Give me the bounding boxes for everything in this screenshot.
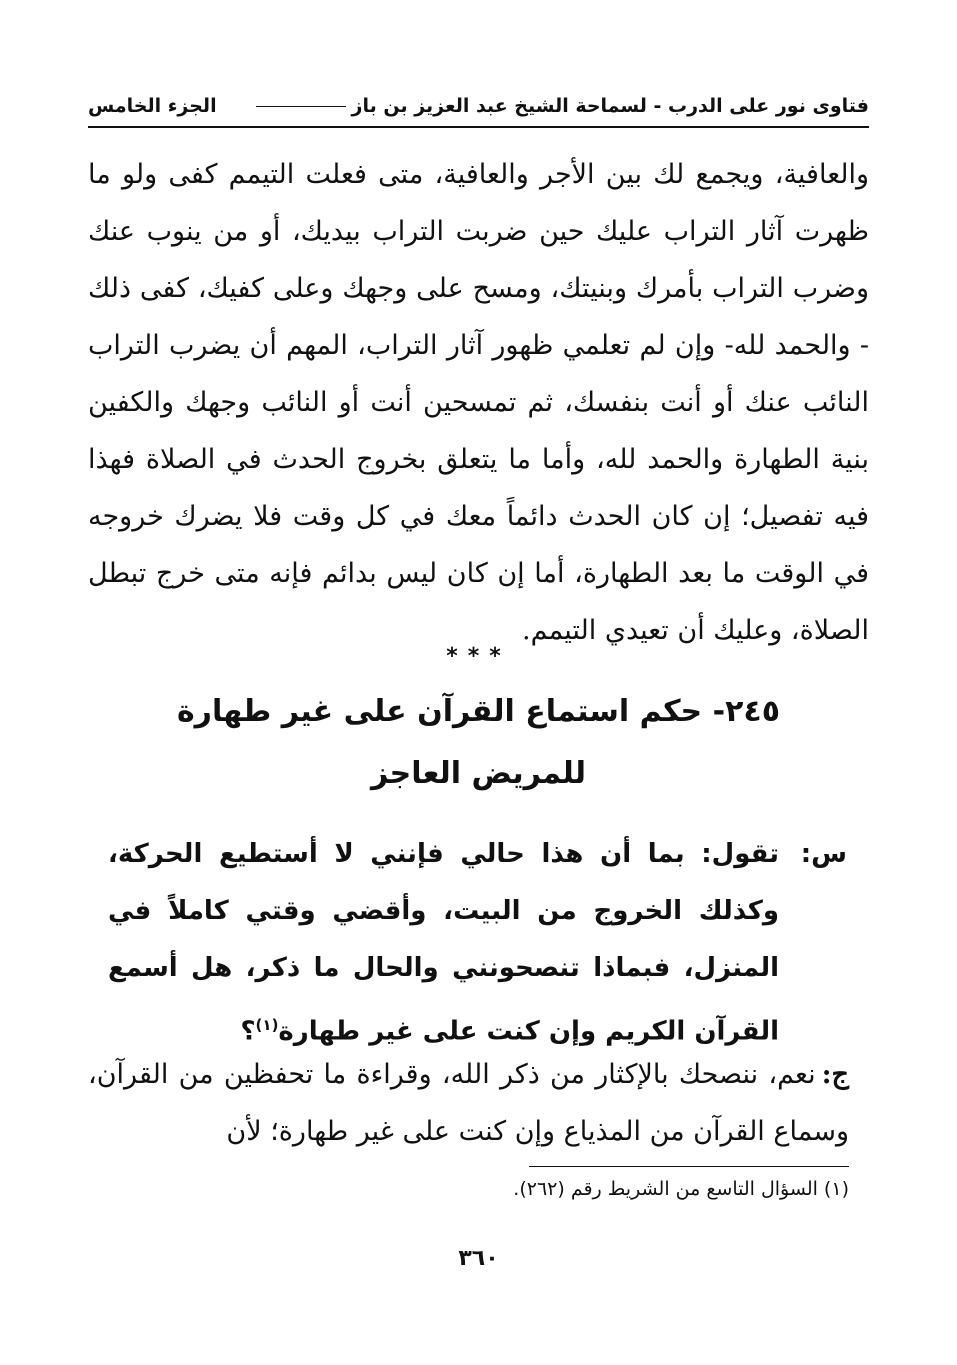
body-paragraph-text: والعافية، ويجمع لك بين الأجر والعافية، متى فعلت التيمم كفى ولو ما ظهرت آثار التراب عليك حين ضربت التراب بيديك، أو من ينوب عنك وضرب التراب بأمرك وبنيتك، ومسح على وجهك وعلى كفيك، كفى ذلك - والحمد لله- وإن لم تعلمي ظهور آثار التراب، المهم أن يضرب التراب النائب عنك أو أنت بنفسك، ثم تمسحين أنت أو النائب وجهك والكفين بنية الطهارة والحمد لله، وأما ما يتعلق بخروج الحدث في الصلاة فهذا فيه تفصيل؛ إن كان الحدث دائماً معك في كل وقت فلا يضرك خروجه في الوقت ما بعد الطهارة، أما إن كان ليس بدائم فإنه متى خرج تبطل الصلاة، وعليك أن تعيدي التيمم. (88, 159, 869, 646)
footnote-reference[interactable]: (١) (255, 1016, 279, 1034)
answer-label: ج: (821, 1059, 849, 1090)
fatwa-heading-line1: ٢٤٥- حكم استماع القرآن على غير طهارة (176, 694, 781, 729)
question-label: س: (800, 839, 847, 869)
header-volume: الجزء الخامس (88, 95, 217, 117)
fatwa-heading-line2: للمريض العاجز (371, 756, 586, 791)
answer-block (88, 1046, 849, 1160)
section-separator: *** (446, 644, 511, 669)
question-end-mark: ؟ (240, 1016, 256, 1047)
question-text-wrapper (108, 826, 779, 1061)
running-header (88, 86, 869, 128)
question-text: تقول: بما أن هذا حالي فإنني لا أستطيع الحركة، وكذلك الخروج من البيت، وأقضي وقتي كاملاً في المنزل، فبماذا تنصحونني والحال ما ذكر، هل أسمع القرآن الكريم وإن كنت على غير طهارة (108, 839, 779, 1047)
header-book-title-text: فتاوى نور على الدرب - لسماحة الشيخ عبد العزيز بن باز (351, 95, 869, 117)
footnote-text: (١) السؤال التاسع من الشريط رقم (٢٦٢). (513, 1178, 849, 1200)
header-rule (256, 106, 346, 107)
body-paragraph (88, 146, 869, 659)
question-block (108, 826, 847, 1061)
footnote-divider (529, 1166, 849, 1167)
page-number: ٣٦٠ (458, 1246, 499, 1271)
answer-text: نعم، ننصحك بالإكثار من ذكر الله، وقراءة ما تحفظين من القرآن، وسماع القرآن من المذياع وإن كنت على غير طهارة؛ لأن (88, 1059, 849, 1147)
header-book-title (250, 95, 869, 117)
